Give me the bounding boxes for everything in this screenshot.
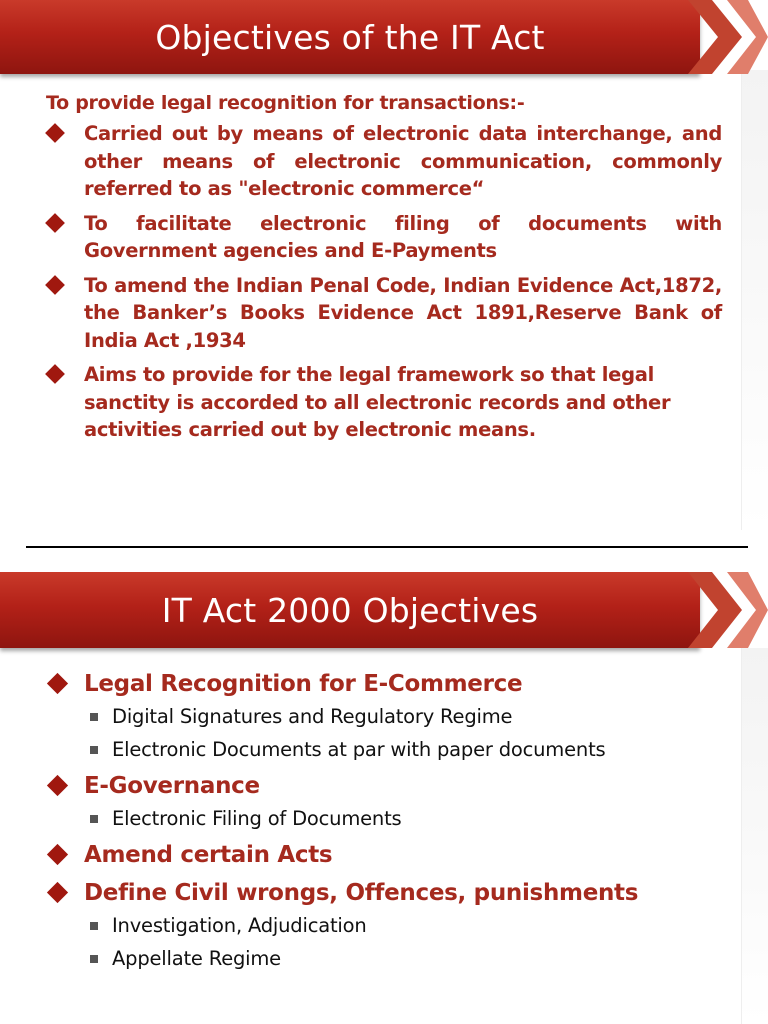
sub-list-item <box>46 700 722 733</box>
side-accent-strip <box>741 70 768 530</box>
list-item <box>46 120 722 203</box>
slide-body <box>46 92 722 451</box>
diamond-bullet-icon <box>45 213 65 233</box>
square-bullet-icon <box>90 746 98 754</box>
list-item-text: To amend the Indian Penal Code, Indian Evidence Act,1872, the Banker’s Books Evidence Act 1891,Reserve Bank of India Act ,1934 <box>84 273 722 352</box>
list-item <box>46 668 722 700</box>
diamond-bullet-icon <box>47 882 68 903</box>
square-bullet-icon <box>90 955 98 963</box>
sub-list-item <box>46 733 722 766</box>
list-item <box>46 839 722 871</box>
list-item <box>46 877 722 909</box>
title-bar <box>0 0 700 74</box>
sub-list-item-text: Electronic Documents at par with paper documents <box>112 738 606 761</box>
diamond-bullet-icon <box>47 673 68 694</box>
diamond-bullet-icon <box>45 123 65 143</box>
intro-text: To provide legal recognition for transactions:- <box>46 92 525 114</box>
slide-it-act-2000-objectives <box>0 572 768 1024</box>
side-accent-strip <box>741 648 768 1024</box>
slide-divider <box>26 546 748 548</box>
slide-title: IT Act 2000 Objectives <box>161 590 539 630</box>
list-item <box>46 210 722 265</box>
title-bar <box>0 572 700 648</box>
diamond-bullet-icon <box>45 364 65 384</box>
diamond-bullet-icon <box>45 275 65 295</box>
list-item-text: Carried out by means of electronic data interchange, and other means of electronic communication, commonly referred to as "electronic commerce“ <box>84 122 722 200</box>
list-item-text: Amend certain Acts <box>84 842 333 868</box>
list-item-text: Legal Recognition for E-Commerce <box>84 671 523 697</box>
sub-list-item <box>46 909 722 942</box>
sub-list-item <box>46 942 722 975</box>
list-item <box>46 361 722 444</box>
list-item <box>46 770 722 802</box>
sub-list-item-text: Electronic Filing of Documents <box>112 807 402 830</box>
list-item-text: Define Civil wrongs, Offences, punishments <box>84 880 639 906</box>
diamond-bullet-icon <box>47 844 68 865</box>
slide-title: Objectives of the IT Act <box>155 17 545 57</box>
sub-list-item-text: Digital Signatures and Regulatory Regime <box>112 705 513 728</box>
square-bullet-icon <box>90 815 98 823</box>
sub-list-item-text: Appellate Regime <box>112 947 281 970</box>
diamond-bullet-icon <box>47 775 68 796</box>
square-bullet-icon <box>90 922 98 930</box>
list-item-text: To facilitate electronic filing of documents with Government agencies and E-Payments <box>84 211 722 262</box>
list-item-text: E-Governance <box>84 773 260 799</box>
sub-list-item <box>46 802 722 835</box>
list-item <box>46 272 722 355</box>
sub-list-item-text: Investigation, Adjudication <box>112 914 367 937</box>
slide-body <box>46 668 722 975</box>
list-item-text: Aims to provide for the legal framework so that legal sanctity is accorded to all electronic records and other activities carried out by electronic means. <box>84 363 671 441</box>
square-bullet-icon <box>90 713 98 721</box>
